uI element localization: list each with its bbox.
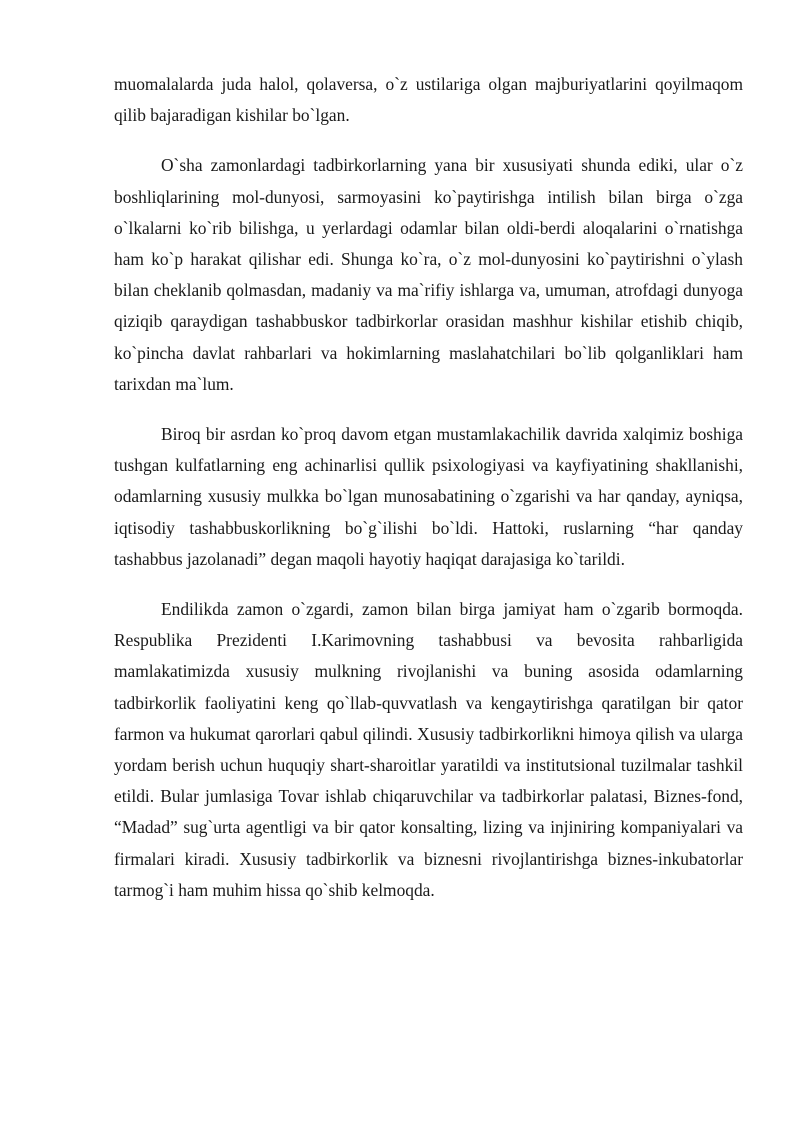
paragraph-continuation: muomalalarda juda halol, qolaversa, o`z ustilariga olgan majburiyatlarini qoyilmaqom qilib bajaradigan kishilar bo`lgan. <box>114 74 743 126</box>
paragraph-entrepreneurs-history: O`sha zamonlardagi tadbirkorlarning yana bir xususiyati shunda ediki, ular o`z boshliqlarining mol-dunyosi, sarmoyasini ko`paytirishga intilish bilan birga o`zga o`lkalarni ko`rib bilishga, u yerlardagi odamlar bilan oldi-berdi aloqalarini o`rnatishga ham ko`p harakat qilishar edi. Shunga ko`ra, o`z mol-dunyosini ko`paytirishni o`ylash bilan cheklanib qolmasdan, madaniy va ma`rifiy ishlarga va, umuman, atrofdagi dunyoga qiziqib qaraydigan tashabbuskor tadbirkorlar orasidan mashhur kishilar etishib chiqib, ko`pincha davlat rahbarlari va hokimlarning maslahatchilari bo`lib qolganliklari ham tarixdan ma`lum. <box>114 155 743 394</box>
paragraph-colonial-period: Biroq bir asrdan ko`proq davom etgan mustamlakachilik davrida xalqimiz boshiga tushgan kulfatlarning eng achinarlisi qullik psixologiyasi va kayfiyatining shakllanishi, odamlarning xususiy mulkka bo`lgan munosabatining o`zgarishi va har qanday, ayniqsa, iqtisodiy tashabbuskorlikning bo`g`ilishi bo`ldi. Hattoki, ruslarning “har qanday tashabbus jazolanadi” degan maqoli hayotiy haqiqat darajasiga ko`tarildi. <box>114 424 743 569</box>
paragraph-modern-reforms: Endilikda zamon o`zgardi, zamon bilan birga jamiyat ham o`zgarib bormoqda. Respublika Prezidenti I.Karimovning tashabbusi va bevosita rahbarligida mamlakatimizda xususiy mulkning rivojlanishi va buning asosida odamlarning tadbirkorlik faoliyatini keng qo`llab-quvvatlash va kengaytirishga qaratilgan bir qator farmon va hukumat qarorlari qabul qilindi. Xususiy tadbirkorlikni himoya qilish va ularga yordam berish uchun huquqiy shart-sharoitlar yaratildi va institutsional tuzilmalar tashkil etildi. Bular jumlasiga Tovar ishlab chiqaruvchilar va tadbirkorlar palatasi, Biznes-fond, “Madad” sug`urta agentligi va bir qator konsalting, lizing va injiniring kompaniyalari va firmalari kiradi. Xususiy tadbirkorlik va biznesni rivojlantirishga biznes-inkubatorlar tarmog`i ham muhim hissa qo`shib kelmoqda. <box>114 599 743 900</box>
